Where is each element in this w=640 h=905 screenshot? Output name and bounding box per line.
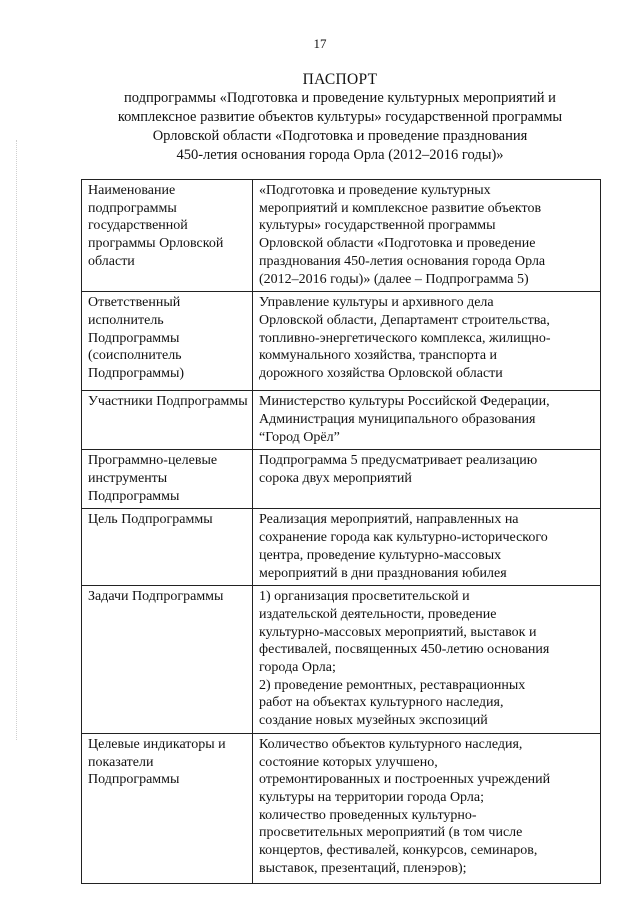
row-value-participants: Министерство культуры Российской Федерации, Администрация муниципального образования “Город Орёл” <box>253 391 601 450</box>
row-label-executor: Ответственный исполнитель Подпрограммы (соисполнитель Подпрограммы) <box>82 292 253 391</box>
row-value-tasks: 1) организация просветительской и издательской деятельности, проведение культурно-массовых мероприятий, выставок и фестивалей, посвященных 450-летию основания города Орла; 2) проведение ремонтных, реставрационных работ на объектах культурного наследия, создание новых музейных экспозиций <box>253 586 601 734</box>
row-value-instruments: Подпрограмма 5 предусматривает реализацию сорока двух мероприятий <box>253 450 601 509</box>
row-label-instruments: Программно-целевые инструменты Подпрограммы <box>82 450 253 509</box>
scan-margin-mark <box>16 140 18 740</box>
table-row <box>82 586 601 734</box>
row-value-goal: Реализация мероприятий, направленных на сохранение города как культурно-исторического центра, проведение культурно-массовых мероприятий в дни празднования юбилея <box>253 509 601 586</box>
row-value-name: «Подготовка и проведение культурных мероприятий и комплексное развитие объектов культуры» государственной программы Орловской области «Подготовка и проведение празднования 450-летия основания города Орла (2012–2016 годы)» (далее – Подпрограмма 5) <box>253 180 601 292</box>
document-heading <box>70 70 610 165</box>
row-label-indicators: Целевые индикаторы и показатели Подпрограммы <box>82 733 253 883</box>
passport-table <box>81 179 601 884</box>
document-title: ПАСПОРТ <box>302 71 378 88</box>
table-row <box>82 292 601 391</box>
row-label-name: Наименование подпрограммы государственной программы Орловской области <box>82 180 253 292</box>
table-row <box>82 180 601 292</box>
row-label-goal: Цель Подпрограммы <box>82 509 253 586</box>
table-row <box>82 509 601 586</box>
table-row <box>82 733 601 883</box>
row-label-participants: Участники Подпрограммы <box>82 391 253 450</box>
row-label-tasks: Задачи Подпрограммы <box>82 586 253 734</box>
row-value-indicators: Количество объектов культурного наследия, состояние которых улучшено, отремонтированных и построенных учреждений культуры на территории города Орла; количество проведенных культурно- просветительных мероприятий (в том числе концертов, фестивалей, конкурсов, семинаров, выставок, презентаций, пленэров); <box>253 733 601 883</box>
page-number: 17 <box>313 36 327 51</box>
table-row <box>82 450 601 509</box>
row-value-executor: Управление культуры и архивного дела Орловской области, Департамент строительства, топливно-энергетического комплекса, жилищно- коммунального хозяйства, транспорта и дорожного хозяйства Орловской области <box>253 292 601 391</box>
document-subtitle: подпрограммы «Подготовка и проведение культурных мероприятий и комплексное развитие объектов культуры» государственной программы Орловской области «Подготовка и проведение празднования 450-летия основания города Орла (2012–2016 годы)» <box>117 90 563 163</box>
table-row <box>82 391 601 450</box>
